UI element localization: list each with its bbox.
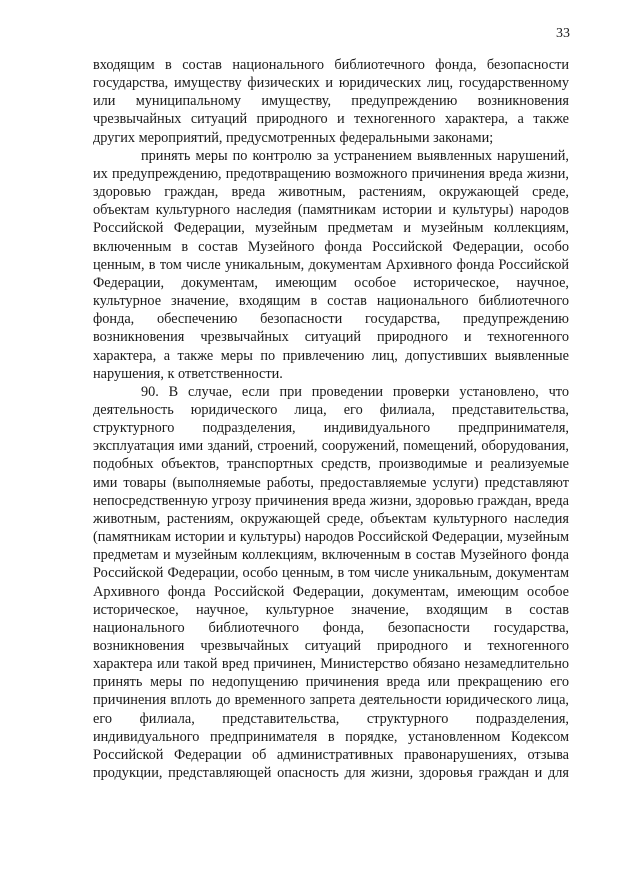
- document-body: [93, 56, 569, 782]
- page-number: 33: [556, 26, 570, 41]
- paragraph-measures: принять меры по контролю за устранением выявленных нарушений, их предупреждению, предотвращению возможного причинения вреда жизни, здоровью граждан, вреда животным, растениям, окружающей среде, объектам культурного наследия (памятникам истории и культуры) народов Российской Федерации, музейным предметам и музейным коллекциям, включенным в состав Музейного фонда Российской Федерации, особо ценным, в том числе уникальным, документам Архивного фонда Российской Федерации, документам, имеющим особое историческое, научное, культурное значение, входящим в состав национального библиотечного фонда, обеспечению безопасности государства, предупреждению возникновения чрезвычайных ситуаций природного и техногенного характера, а также меры по привлечению лиц, допустивших выявленные нарушения, к ответственности.: [93, 147, 569, 382]
- paragraph-continued-list-item: входящим в состав национального библиотечного фонда, безопасности государства, имуществу физических и юридических лиц, государственному или муниципальному имуществу, предупреждению возникновения чрезвычайных ситуаций природного и техногенного характера, а также других мероприятий, предусмотренных федеральными законами;: [93, 57, 569, 146]
- paragraph-clause-90: 90. В случае, если при проведении проверки установлено, что деятельность юридического лица, его филиала, представительства, структурного подразделения, индивидуального предпринимателя, эксплуатация ими зданий, строений, сооружений, помещений, оборудования, подобных объектов, транспортных средств, производимые и реализуемые ими товары (выполняемые работы, предоставляемые услуги) представляют непосредственную угрозу причинения вреда жизни, здоровью граждан, вреда животным, растениям, окружающей среде, объектам культурного наследия (памятникам истории и культуры) народов Российской Федерации, музейным предметам и музейным коллекциям, включенным в состав Музейного фонда Российской Федерации, особо ценным, в том числе уникальным, документам Архивного фонда Российской Федерации, документам, имеющим особое историческое, научное, культурное значение, входящим в состав национального библиотечного фонда, безопасности государства, возникновения чрезвычайных ситуаций природного и техногенного характера или такой вред причинен, Министерство обязано незамедлительно принять меры по недопущению причинения вреда или прекращению его причинения вплоть до временного запрета деятельности юридического лица, его филиала, представительства, структурного подразделения, индивидуального предпринимателя в порядке, установленном Кодексом Российской Федерации об административных правонарушениях, отзыва продукции, представляющей опасность для жизни, здоровья граждан и для: [93, 383, 569, 782]
